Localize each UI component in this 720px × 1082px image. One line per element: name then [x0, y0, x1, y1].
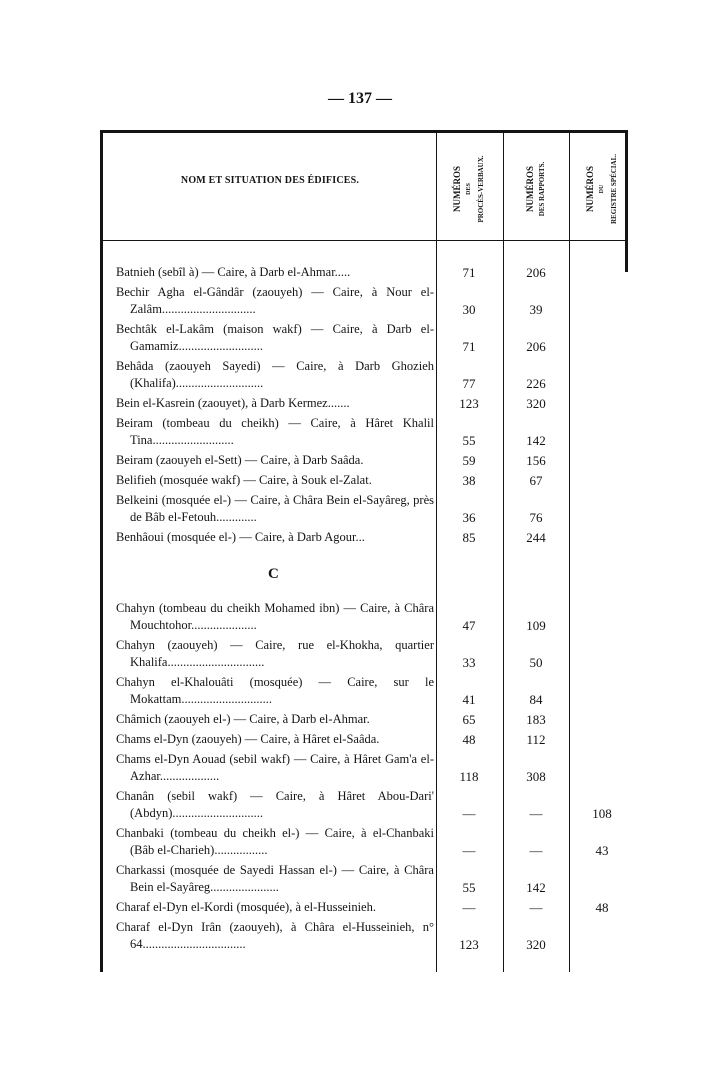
rapport-number: —: [529, 806, 543, 821]
rapport-number: 320: [526, 396, 546, 411]
rapport-number: 84: [529, 692, 543, 707]
edifice-name: Bechir Agha el-Gândâr (zaouyeh) — Caire, à Nour el-Zalâm..............................: [116, 285, 434, 316]
proces-verbal-number: 30: [462, 302, 476, 317]
edifice-name: Behâda (zaouyeh Sayedi) — Caire, à Darb Ghozieh (Khalifa)............................: [116, 359, 434, 390]
rapport-number: —: [529, 843, 543, 858]
edifice-name: Chahyn el-Khalouâti (mosquée) — Caire, sur le Mokattam.............................: [116, 675, 434, 706]
rapport-number: 142: [526, 433, 546, 448]
table-row: [116, 788, 621, 822]
edifice-name: Charkassi (mosquée de Sayedi Hassan el-) — Caire, à Châra Bein el-Sayâreg......................: [116, 863, 434, 894]
proces-verbal-number: 123: [459, 396, 479, 411]
edifice-name: Beiram (zaouyeh el-Sett) — Caire, à Darb Saâda.: [116, 453, 364, 467]
proces-verbal-number: 55: [462, 433, 476, 448]
column-header-line: NUMÉROS: [525, 165, 535, 213]
rapport-number: 206: [526, 339, 546, 354]
proces-verbal-number: 41: [462, 692, 476, 707]
table-row: [116, 751, 621, 785]
table-row: [116, 637, 621, 671]
table-row: [116, 529, 621, 546]
edifice-name: Chams el-Dyn Aouad (sebil wakf) — Caire, à Hâret Gam'a el-Azhar...................: [116, 752, 434, 783]
proces-verbal-number: 123: [459, 937, 479, 952]
proces-verbaux-column-header: [438, 142, 500, 236]
column-header-line: NUMÉROS: [452, 166, 462, 213]
edifice-name: Benhâoui (mosquée el-) — Caire, à Darb Agour...: [116, 530, 365, 544]
edifice-name: Chanbaki (tombeau du cheikh el-) — Caire, à el-Chanbaki (Bâb el-Charieh).................: [116, 826, 434, 857]
rapport-number: 67: [529, 473, 543, 488]
column-header-line: REGISTRE SPÉCIAL.: [610, 153, 618, 225]
table-row: [116, 899, 621, 916]
rapport-number: 109: [526, 618, 546, 633]
page-number: — 137 —: [328, 90, 392, 107]
rapport-number: 39: [529, 302, 543, 317]
rapport-number: 244: [526, 530, 546, 545]
rapport-number: 320: [526, 937, 546, 952]
proces-verbal-number: 33: [462, 655, 476, 670]
column-header-line: NUMÉROS: [585, 166, 595, 213]
table-row: [116, 711, 621, 728]
table-row: [116, 321, 621, 355]
rapport-number: 76: [529, 510, 543, 525]
table-row: [116, 415, 621, 449]
proces-verbal-number: —: [462, 806, 476, 821]
table-row: [116, 358, 621, 392]
table-row: [116, 264, 621, 281]
table-row: [116, 452, 621, 469]
edifice-name: Belifieh (mosquée wakf) — Caire, à Souk el-Zalat.: [116, 473, 372, 487]
edifice-name: Bechtâk el-Lakâm (maison wakf) — Caire, à Darb el-Gamamiz...........................: [116, 322, 434, 353]
rapports-column-header: [505, 142, 567, 236]
table-row: [116, 472, 621, 489]
table-left-rule: [100, 130, 103, 972]
edifice-name: Belkeini (mosquée el-) — Caire, à Châra Bein el-Sayâreg, près de Bâb el-Fetouh.............: [116, 493, 434, 524]
proces-verbal-number: 55: [462, 880, 476, 895]
rapport-number: 142: [526, 880, 546, 895]
edifice-name: Chanân (sebil wakf) — Caire, à Hâret Abou-Dari' (Abdyn).............................: [116, 789, 434, 820]
proces-verbal-number: 71: [462, 265, 476, 280]
registre-number: 48: [595, 900, 609, 915]
header-bottom-rule: [100, 240, 628, 241]
column-header-line: PROCÈS-VERBAUX.: [477, 155, 485, 223]
edifice-name: Chahyn (tombeau du cheikh Mohamed ibn) — Caire, à Châra Mouchtohor.....................: [116, 601, 434, 632]
proces-verbal-number: 47: [462, 618, 476, 633]
column-header-line: DU: [599, 184, 605, 194]
edifice-name: Beiram (tombeau du cheikh) — Caire, à Hâret Khalil Tina..........................: [116, 416, 434, 447]
proces-verbal-number: 36: [462, 510, 476, 525]
proces-verbal-number: 48: [462, 732, 476, 747]
rapport-number: 308: [526, 769, 546, 784]
table-row: [116, 674, 621, 708]
table-row: [116, 492, 621, 526]
table-row: [116, 862, 621, 896]
table-row: [116, 600, 621, 634]
rapport-number: —: [529, 900, 543, 915]
proces-verbal-number: 77: [462, 376, 476, 391]
proces-verbal-number: 118: [459, 769, 479, 784]
edifice-name: Chams el-Dyn (zaouyeh) — Caire, à Hâret el-Saâda.: [116, 732, 380, 746]
section-letter: C: [268, 566, 279, 582]
column-header-line: DES RAPPORTS.: [538, 161, 546, 217]
edifice-name: Charaf el-Dyn el-Kordi (mosquée), à el-Husseinieh.: [116, 900, 376, 914]
table-row: [116, 919, 621, 953]
registre-number: 43: [595, 843, 609, 858]
proces-verbal-number: 71: [462, 339, 476, 354]
rapport-number: 112: [526, 732, 546, 747]
table-row: [116, 825, 621, 859]
registre-number: 108: [592, 806, 612, 821]
table-top-rule: [100, 130, 628, 133]
edifice-name: Chahyn (zaouyeh) — Caire, rue el-Khokha, quartier Khalifa...............................: [116, 638, 434, 669]
entries-list: [116, 264, 621, 956]
edifice-name: Bein el-Kasrein (zaouyet), à Darb Kermez.......: [116, 396, 350, 410]
proces-verbal-number: —: [462, 900, 476, 915]
proces-verbal-number: 65: [462, 712, 476, 727]
column-header-line: DES: [466, 183, 472, 195]
proces-verbal-number: 38: [462, 473, 476, 488]
rapport-number: 50: [529, 655, 543, 670]
edifice-name: Charaf el-Dyn Irân (zaouyeh), à Châra el-Husseinieh, n° 64.................................: [116, 920, 434, 951]
table-row: [116, 284, 621, 318]
name-column-header: NOM ET SITUATION DES ÉDIFICES.: [180, 175, 360, 186]
rapport-number: 156: [526, 453, 546, 468]
table-row: [116, 395, 621, 412]
rapport-number: 206: [526, 265, 546, 280]
registre-special-column-header: [571, 142, 633, 236]
proces-verbal-number: —: [462, 843, 476, 858]
rapport-number: 183: [526, 712, 546, 727]
proces-verbal-number: 59: [462, 453, 476, 468]
rapport-number: 226: [526, 376, 546, 391]
proces-verbal-number: 85: [462, 530, 476, 545]
edifice-name: Batnieh (sebîl à) — Caire, à Darb el-Ahmar.....: [116, 265, 351, 279]
table-row: [116, 731, 621, 748]
edifice-name: Châmich (zaouyeh el-) — Caire, à Darb el-Ahmar.: [116, 712, 370, 726]
